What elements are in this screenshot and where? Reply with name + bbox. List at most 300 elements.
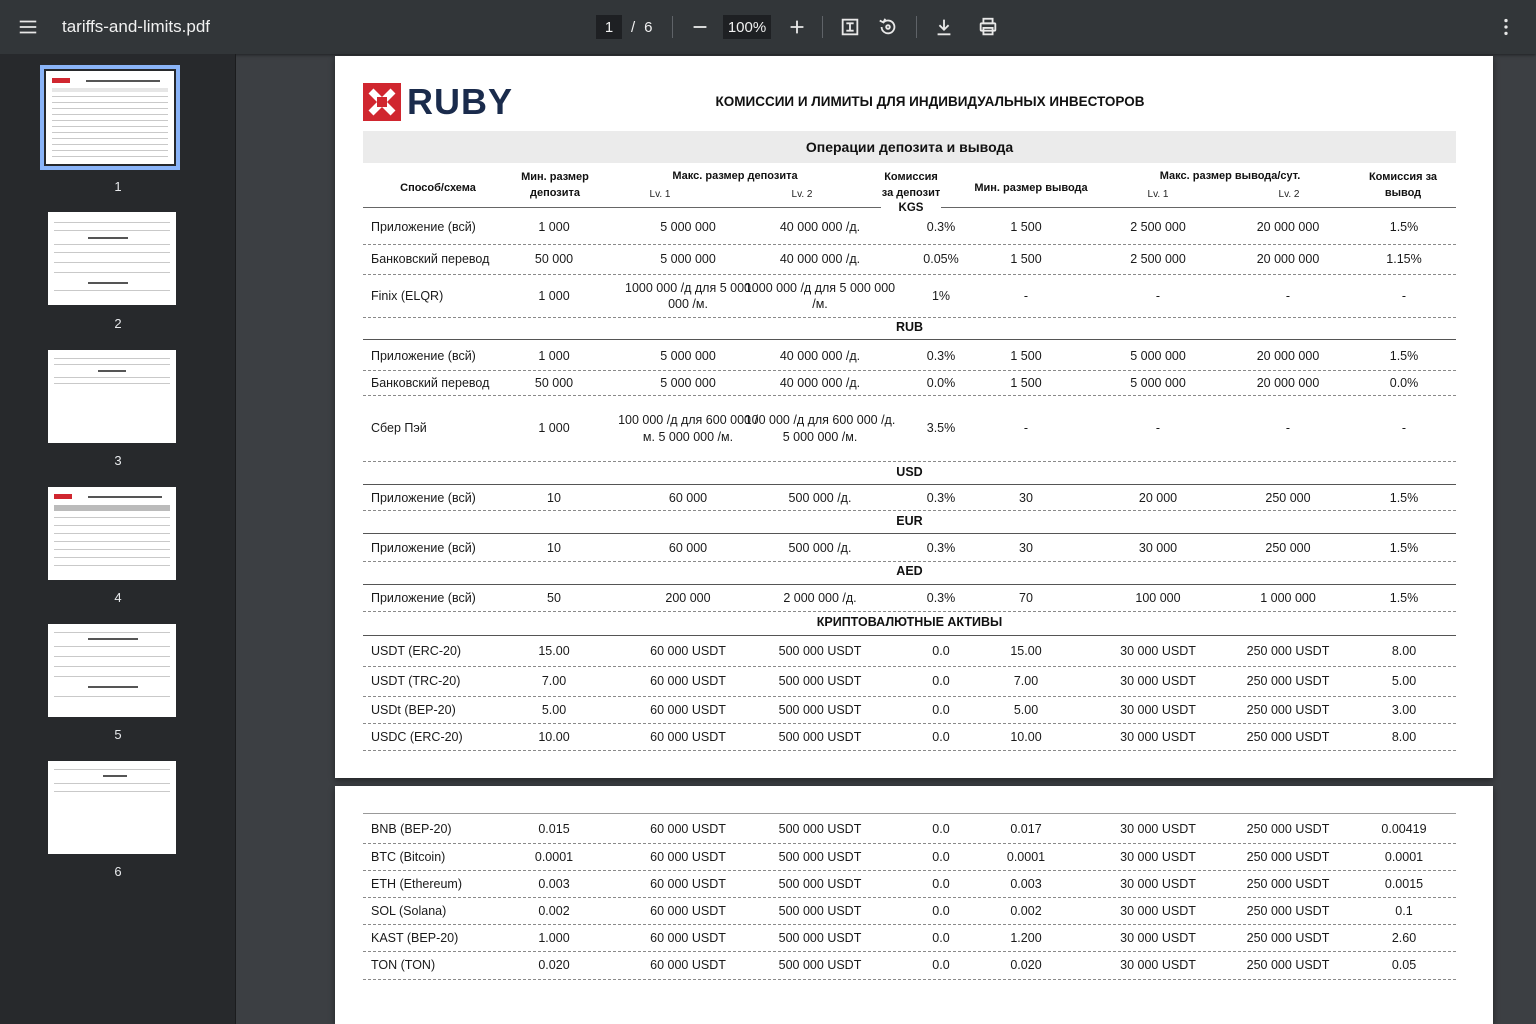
max-withdraw-lv2-cell: 250 000 USDT xyxy=(1246,702,1330,717)
method-cell: Finix (ELQR) xyxy=(371,288,444,303)
deposit-fee-cell: 1% xyxy=(931,288,951,303)
deposit-fee-cell: 0.0 xyxy=(932,958,950,973)
min-deposit-cell: 1 000 xyxy=(538,421,570,436)
deposit-fee-cell: 0.0 xyxy=(932,729,950,744)
deposit-fee-cell: 3.5% xyxy=(926,421,956,436)
max-withdraw-lv2-cell: 250 000 USDT xyxy=(1246,903,1330,918)
method-cell: SOL (Solana) xyxy=(371,903,447,918)
withdraw-fee-cell: 0.05 xyxy=(1391,958,1417,973)
max-deposit-lv2-cell: 500 000 USDT xyxy=(778,702,862,717)
min-deposit-cell: 1 000 xyxy=(538,349,570,364)
file-name-area xyxy=(62,0,210,54)
max-deposit-lv2-cell: 1000 000 /д для 5 000 000 /м. xyxy=(744,280,896,311)
max-deposit-lv1-cell: 60 000 xyxy=(668,541,708,556)
thumb-line xyxy=(52,132,168,133)
min-withdraw-cell: 1 500 xyxy=(1010,349,1042,364)
max-withdraw-lv1-cell: 30 000 USDT xyxy=(1120,702,1196,717)
thumb-line xyxy=(54,252,170,253)
thumb-line xyxy=(88,282,128,284)
min-withdraw-cell: 0.002 xyxy=(1010,903,1042,918)
table-row xyxy=(363,343,1456,371)
thumb-line xyxy=(54,230,170,231)
min-deposit-cell: 0.015 xyxy=(538,822,570,837)
max-deposit-lv2-cell: 2 000 000 /д. xyxy=(783,591,857,606)
deposit-fee-cell: 0.0 xyxy=(932,876,950,891)
pdf-toolbar xyxy=(0,0,1536,54)
withdraw-fee-cell: 1.5% xyxy=(1389,349,1419,364)
thumb-line xyxy=(54,222,170,223)
thumb-line xyxy=(54,557,170,558)
table-row xyxy=(363,925,1456,952)
min-withdraw-cell: 0.020 xyxy=(1010,958,1042,973)
min-withdraw-cell: 30 xyxy=(1019,490,1033,505)
min-deposit-cell: 50 000 xyxy=(534,375,574,390)
max-withdraw-lv1-cell: - xyxy=(1155,421,1161,436)
method-cell: USDC (ERC-20) xyxy=(371,729,463,744)
min-withdraw-cell: 70 xyxy=(1019,591,1033,606)
thumb-line xyxy=(54,696,170,697)
method-cell: Сбер Пэй xyxy=(371,421,427,436)
table-row xyxy=(363,275,1456,318)
max-deposit-lv1-cell: 60 000 USDT xyxy=(650,822,726,837)
max-withdraw-lv2-cell: 250 000 xyxy=(1265,541,1311,556)
deposit-fee-cell: 0.0 xyxy=(932,822,950,837)
thumbnail-page-1[interactable] xyxy=(46,71,174,164)
max-withdraw-lv1-cell: 2 500 000 xyxy=(1130,252,1186,267)
top-rule xyxy=(363,813,1456,814)
thumb-line xyxy=(52,150,168,151)
max-deposit-lv2-cell: 40 000 000 /д. xyxy=(779,375,861,390)
thumb-line xyxy=(54,244,170,245)
more-vert-icon[interactable] xyxy=(1488,9,1524,45)
col-header-lv1: Lv. 1 xyxy=(1147,189,1169,200)
max-deposit-lv2-cell: 500 000 USDT xyxy=(778,930,862,945)
withdraw-fee-cell: 0.00419 xyxy=(1381,822,1427,837)
deposit-fee-cell: 0.3% xyxy=(926,541,956,556)
max-withdraw-lv1-cell: 30 000 USDT xyxy=(1120,674,1196,689)
max-withdraw-lv2-cell: - xyxy=(1285,288,1291,303)
document-heading: КОМИССИИ И ЛИМИТЫ ДЛЯ ИНДИВИДУАЛЬНЫХ ИНВЕСТОРОВ xyxy=(715,94,1145,109)
rotate-button[interactable] xyxy=(870,0,906,54)
max-deposit-lv1-cell: 60 000 USDT xyxy=(650,674,726,689)
max-deposit-lv1-cell: 60 000 USDT xyxy=(650,702,726,717)
max-deposit-lv1-cell: 60 000 USDT xyxy=(650,876,726,891)
max-withdraw-lv1-cell: 20 000 xyxy=(1138,490,1178,505)
col-header-max-withdraw: Макс. размер вывода/сут. xyxy=(1159,170,1301,182)
pdf-page-2 xyxy=(335,786,1493,1024)
thumb-line xyxy=(54,358,170,359)
withdraw-fee-cell: 8.00 xyxy=(1391,729,1417,744)
withdraw-fee-cell: 1.15% xyxy=(1386,252,1422,267)
thumbnail-page-3[interactable] xyxy=(48,350,176,443)
page-number-input[interactable] xyxy=(596,15,622,39)
thumb-line xyxy=(52,108,168,109)
table-row xyxy=(363,898,1456,925)
ruby-logo-mark xyxy=(363,83,401,121)
deposit-fee-cell: 0.0 xyxy=(932,849,950,864)
max-withdraw-lv1-cell: - xyxy=(1155,288,1161,303)
page-separator: / xyxy=(631,18,636,36)
min-deposit-cell: 1 000 xyxy=(538,288,570,303)
method-cell: USDt (BEP-20) xyxy=(371,702,456,717)
min-withdraw-cell: 1 500 xyxy=(1010,252,1042,267)
thumb-line xyxy=(86,80,160,82)
max-withdraw-lv1-cell: 30 000 USDT xyxy=(1120,958,1196,973)
fit-page-button[interactable] xyxy=(832,0,868,54)
method-cell: Приложение (всй) xyxy=(371,349,476,364)
thumb-line xyxy=(52,114,168,115)
method-cell: ETH (Ethereum) xyxy=(371,876,462,891)
max-deposit-lv1-cell: 60 000 xyxy=(668,490,708,505)
thumb-line xyxy=(54,541,170,542)
col-header-deposit-fee: Комиссия за депозит xyxy=(881,171,941,199)
max-withdraw-lv2-cell: 250 000 USDT xyxy=(1246,876,1330,891)
min-deposit-cell: 15.00 xyxy=(538,644,570,659)
deposit-fee-cell: 0.0 xyxy=(932,644,950,659)
max-withdraw-lv2-cell: 1 000 000 xyxy=(1260,591,1316,606)
thumb-line xyxy=(54,646,170,647)
withdraw-fee-cell: 1.5% xyxy=(1389,220,1419,235)
thumb-line xyxy=(52,126,168,127)
print-button[interactable] xyxy=(970,0,1006,54)
max-withdraw-lv1-cell: 30 000 USDT xyxy=(1120,822,1196,837)
thumb-line xyxy=(103,775,127,777)
min-deposit-cell: 10 xyxy=(547,490,561,505)
min-deposit-cell: 10 xyxy=(547,541,561,556)
max-withdraw-lv1-cell: 30 000 USDT xyxy=(1120,930,1196,945)
method-cell: Приложение (всй) xyxy=(371,541,476,556)
logo-text: RUBY xyxy=(407,81,514,122)
max-deposit-lv1-cell: 5 000 000 xyxy=(660,349,716,364)
max-deposit-lv1-cell: 60 000 USDT xyxy=(650,958,726,973)
withdraw-fee-cell: 3.00 xyxy=(1391,702,1417,717)
thumb-line xyxy=(54,676,170,677)
thumbnail-label: 3 xyxy=(114,453,122,468)
deposit-fee-cell: 0.0% xyxy=(926,375,956,390)
thumb-line xyxy=(54,290,170,291)
deposit-fee-cell: 0.0 xyxy=(932,702,950,717)
file-name: tariffs-and-limits.pdf xyxy=(62,17,211,36)
thumb-line xyxy=(54,377,170,378)
method-cell: Банковский перевод xyxy=(371,252,490,267)
table-row xyxy=(363,816,1456,844)
min-withdraw-cell: 0.017 xyxy=(1010,822,1042,837)
max-withdraw-lv2-cell: 250 000 xyxy=(1265,490,1311,505)
thumb-line xyxy=(52,144,168,145)
thumb-line xyxy=(54,666,170,667)
method-cell: BTC (Bitcoin) xyxy=(371,849,446,864)
min-withdraw-cell: 0.0001 xyxy=(1006,849,1046,864)
max-deposit-lv1-cell: 5 000 000 xyxy=(660,220,716,235)
thumb-line xyxy=(88,496,162,498)
max-deposit-lv2-cell: 500 000 USDT xyxy=(778,644,862,659)
group-header-rub: RUB xyxy=(363,320,1456,340)
max-deposit-lv1-cell: 60 000 USDT xyxy=(650,729,726,744)
zoom-in-button[interactable] xyxy=(779,0,815,54)
withdraw-fee-cell: - xyxy=(1401,421,1407,436)
group-header-usd: USD xyxy=(363,465,1456,485)
thumbnail-label: 2 xyxy=(114,316,122,331)
thumbnail-page-5[interactable] xyxy=(48,624,176,717)
max-withdraw-lv1-cell: 5 000 000 xyxy=(1130,375,1186,390)
max-withdraw-lv1-cell: 5 000 000 xyxy=(1130,349,1186,364)
max-withdraw-lv2-cell: 20 000 000 xyxy=(1256,220,1320,235)
withdraw-fee-cell: 0.0% xyxy=(1389,375,1419,390)
max-deposit-lv1-cell: 60 000 USDT xyxy=(650,644,726,659)
max-deposit-lv1-cell: 5 000 000 xyxy=(660,375,716,390)
min-deposit-cell: 1.000 xyxy=(538,930,570,945)
print-icon[interactable] xyxy=(970,9,1006,45)
method-cell: BNB (BEP-20) xyxy=(371,822,452,837)
thumb-line xyxy=(52,102,168,103)
col-header-max-deposit: Макс. размер депозита xyxy=(672,170,798,182)
max-deposit-lv2-cell: 40 000 000 /д. xyxy=(779,349,861,364)
max-deposit-lv2-cell: 500 000 USDT xyxy=(778,729,862,744)
deposit-fee-cell: 0.3% xyxy=(926,220,956,235)
max-withdraw-lv1-cell: 30 000 USDT xyxy=(1120,849,1196,864)
toolbar-divider xyxy=(822,16,823,38)
thumb-line xyxy=(52,156,168,157)
min-withdraw-cell: 1 500 xyxy=(1010,220,1042,235)
col-header-lv2: Lv. 2 xyxy=(791,189,813,200)
table-row xyxy=(363,536,1456,562)
download-button[interactable] xyxy=(926,0,962,54)
method-cell: Приложение (всй) xyxy=(371,591,476,606)
min-deposit-cell: 0.002 xyxy=(538,903,570,918)
max-withdraw-lv1-cell: 30 000 USDT xyxy=(1120,729,1196,744)
thumb-line xyxy=(54,549,170,550)
max-withdraw-lv2-cell: 20 000 000 xyxy=(1256,252,1320,267)
page-indicator xyxy=(596,0,653,54)
min-deposit-cell: 0.020 xyxy=(538,958,570,973)
max-withdraw-lv1-cell: 30 000 USDT xyxy=(1120,644,1196,659)
min-withdraw-cell: 7.00 xyxy=(1013,674,1039,689)
max-withdraw-lv1-cell: 2 500 000 xyxy=(1130,220,1186,235)
min-withdraw-cell: 0.003 xyxy=(1010,876,1042,891)
deposit-fee-cell: 0.3% xyxy=(926,349,956,364)
col-header-lv2: Lv. 2 xyxy=(1278,189,1300,200)
max-deposit-lv2-cell: 500 000 USDT xyxy=(778,876,862,891)
section-title: Операции депозита и вывода xyxy=(363,131,1456,163)
thumb-line xyxy=(88,237,128,239)
min-deposit-cell: 5.00 xyxy=(541,702,567,717)
max-withdraw-lv2-cell: 250 000 USDT xyxy=(1246,674,1330,689)
col-header-withdraw-fee: Комиссия за вывод xyxy=(1368,171,1438,199)
withdraw-fee-cell: 8.00 xyxy=(1391,644,1417,659)
max-deposit-lv1-cell: 100 000 /д для 600 000 /м. 5 000 000 /м. xyxy=(618,413,758,444)
zoom-field[interactable] xyxy=(723,0,771,54)
thumb-line xyxy=(88,638,138,640)
max-withdraw-lv1-cell: 100 000 xyxy=(1135,591,1181,606)
toolbar-divider xyxy=(672,16,673,38)
thumb-line xyxy=(54,783,170,784)
thumb-logo xyxy=(54,494,72,499)
table-row xyxy=(363,952,1456,980)
thumbnail-page-2[interactable] xyxy=(48,212,176,305)
max-deposit-lv2-cell: 500 000 USDT xyxy=(778,822,862,837)
max-withdraw-lv1-cell: 30 000 USDT xyxy=(1120,876,1196,891)
total-pages: 6 xyxy=(644,18,653,36)
group-header-crypto: КРИПТОВАЛЮТНЫЕ АКТИВЫ xyxy=(363,615,1456,636)
max-withdraw-lv2-cell: - xyxy=(1285,421,1291,436)
thumb-line xyxy=(52,96,168,97)
max-withdraw-lv1-cell: 30 000 USDT xyxy=(1120,903,1196,918)
withdraw-fee-cell: 5.00 xyxy=(1391,674,1417,689)
min-deposit-cell: 50 xyxy=(547,591,561,606)
max-deposit-lv2-cell: 40 000 000 /д. xyxy=(779,220,861,235)
thumbnail-label: 4 xyxy=(114,590,122,605)
min-withdraw-cell: - xyxy=(1023,288,1029,303)
thumb-line xyxy=(52,88,168,92)
download-icon[interactable] xyxy=(926,9,962,45)
max-withdraw-lv2-cell: 20 000 000 xyxy=(1256,375,1320,390)
rotate-icon[interactable] xyxy=(870,9,906,45)
ruby-logo xyxy=(363,82,513,122)
col-header-min-withdraw: Мин. размер вывода xyxy=(974,182,1088,194)
hamburger-menu-icon[interactable] xyxy=(10,9,46,45)
min-deposit-cell: 0.0001 xyxy=(534,849,574,864)
withdraw-fee-cell: - xyxy=(1401,288,1407,303)
max-deposit-lv1-cell: 60 000 USDT xyxy=(650,930,726,945)
method-cell: KAST (BEP-20) xyxy=(371,930,459,945)
max-deposit-lv2-cell: 100 000 /д для 600 000 /д. 5 000 000 /м. xyxy=(744,413,896,444)
max-deposit-lv2-cell: 500 000 USDT xyxy=(778,674,862,689)
method-cell: TON (TON) xyxy=(371,958,436,973)
max-deposit-lv2-cell: 500 000 /д. xyxy=(788,490,852,505)
thumb-logo xyxy=(52,78,70,83)
max-withdraw-lv2-cell: 250 000 USDT xyxy=(1246,958,1330,973)
deposit-fee-cell: 0.05% xyxy=(923,252,959,267)
zoom-input[interactable] xyxy=(723,15,771,39)
max-withdraw-lv2-cell: 250 000 USDT xyxy=(1246,849,1330,864)
table-row xyxy=(363,396,1456,462)
thumb-line xyxy=(54,791,170,792)
method-cell: Приложение (всй) xyxy=(371,490,476,505)
thumbnail-label: 5 xyxy=(114,727,122,742)
min-deposit-cell: 10.00 xyxy=(538,729,570,744)
thumb-line xyxy=(54,565,170,566)
method-cell: USDT (ERC-20) xyxy=(371,644,462,659)
thumbnail-sidebar xyxy=(0,54,236,1024)
thumb-line xyxy=(54,262,170,263)
max-deposit-lv1-cell: 200 000 xyxy=(665,591,711,606)
thumb-line xyxy=(54,364,170,365)
min-withdraw-cell: 15.00 xyxy=(1010,644,1042,659)
max-deposit-lv2-cell: 500 000 USDT xyxy=(778,849,862,864)
toolbar-divider xyxy=(916,16,917,38)
table-row xyxy=(363,637,1456,667)
zoom-out-icon[interactable] xyxy=(682,9,718,45)
group-header-eur: EUR xyxy=(363,514,1456,534)
table-row xyxy=(363,844,1456,871)
max-withdraw-lv2-cell: 250 000 USDT xyxy=(1246,930,1330,945)
group-header-kgs: KGS xyxy=(881,200,941,216)
thumb-line xyxy=(52,120,168,121)
deposit-fee-cell: 0.0 xyxy=(932,903,950,918)
withdraw-fee-cell: 1.5% xyxy=(1389,490,1419,505)
max-withdraw-lv2-cell: 250 000 USDT xyxy=(1246,729,1330,744)
min-deposit-cell: 0.003 xyxy=(538,876,570,891)
zoom-in-icon[interactable] xyxy=(779,9,815,45)
withdraw-fee-cell: 1.5% xyxy=(1389,591,1419,606)
max-withdraw-lv2-cell: 20 000 000 xyxy=(1256,349,1320,364)
thumb-line xyxy=(54,632,170,633)
table-row xyxy=(363,486,1456,511)
thumb-line xyxy=(54,525,170,526)
method-cell: Банковский перевод xyxy=(371,375,490,390)
table-row xyxy=(363,586,1456,612)
method-cell: Приложение (всй) xyxy=(371,220,476,235)
thumb-line xyxy=(88,686,138,688)
thumb-line xyxy=(98,370,126,372)
zoom-out-button[interactable] xyxy=(682,0,718,54)
min-deposit-cell: 50 000 xyxy=(534,252,574,267)
withdraw-fee-cell: 0.0015 xyxy=(1384,876,1424,891)
thumb-line xyxy=(54,383,170,384)
table-row xyxy=(363,245,1456,275)
max-deposit-lv2-cell: 500 000 USDT xyxy=(778,958,862,973)
deposit-fee-cell: 0.3% xyxy=(926,591,956,606)
deposit-fee-cell: 0.0 xyxy=(932,674,950,689)
max-deposit-lv2-cell: 500 000 USDT xyxy=(778,903,862,918)
deposit-fee-cell: 0.3% xyxy=(926,490,956,505)
min-withdraw-cell: 1 500 xyxy=(1010,375,1042,390)
thumb-line xyxy=(54,656,170,657)
method-cell: USDT (TRC-20) xyxy=(371,674,461,689)
thumb-line xyxy=(54,505,170,511)
col-header-min-deposit: Мин. размер депозита xyxy=(521,171,589,199)
min-withdraw-cell: 5.00 xyxy=(1013,702,1039,717)
fit-page-icon[interactable] xyxy=(832,9,868,45)
min-deposit-cell: 7.00 xyxy=(541,674,567,689)
thumb-line xyxy=(54,533,170,534)
max-deposit-lv1-cell: 1000 000 /д для 5 000 000 /м. xyxy=(625,280,751,311)
min-withdraw-cell: - xyxy=(1023,421,1029,436)
col-header-method: Способ/схема xyxy=(400,182,476,194)
thumb-line xyxy=(54,272,170,273)
group-header-aed: AED xyxy=(363,564,1456,585)
table-row xyxy=(363,871,1456,898)
menu-button[interactable] xyxy=(10,0,46,54)
min-withdraw-cell: 1.200 xyxy=(1010,930,1042,945)
withdraw-fee-cell: 0.0001 xyxy=(1384,849,1424,864)
more-options-button[interactable] xyxy=(1488,0,1524,54)
thumb-line xyxy=(54,769,170,770)
max-withdraw-lv2-cell: 250 000 USDT xyxy=(1246,822,1330,837)
thumbnail-label: 1 xyxy=(114,179,122,194)
min-deposit-cell: 1 000 xyxy=(538,220,570,235)
thumb-line xyxy=(52,138,168,139)
thumb-line xyxy=(54,517,170,518)
pdf-page-1 xyxy=(335,56,1493,778)
max-deposit-lv2-cell: 500 000 /д. xyxy=(788,541,852,556)
table-row xyxy=(363,211,1456,245)
col-header-lv1: Lv. 1 xyxy=(649,189,671,200)
thumbnail-page-6[interactable] xyxy=(48,761,176,854)
withdraw-fee-cell: 2.60 xyxy=(1391,930,1417,945)
deposit-fee-cell: 0.0 xyxy=(932,930,950,945)
thumbnail-page-4[interactable] xyxy=(48,487,176,580)
withdraw-fee-cell: 1.5% xyxy=(1389,541,1419,556)
table-row xyxy=(363,371,1456,396)
max-deposit-lv1-cell: 60 000 USDT xyxy=(650,903,726,918)
max-withdraw-lv1-cell: 30 000 xyxy=(1138,541,1178,556)
max-deposit-lv1-cell: 60 000 USDT xyxy=(650,849,726,864)
table-row xyxy=(363,724,1456,751)
min-withdraw-cell: 30 xyxy=(1019,541,1033,556)
withdraw-fee-cell: 0.1 xyxy=(1395,903,1413,918)
min-withdraw-cell: 10.00 xyxy=(1010,729,1042,744)
